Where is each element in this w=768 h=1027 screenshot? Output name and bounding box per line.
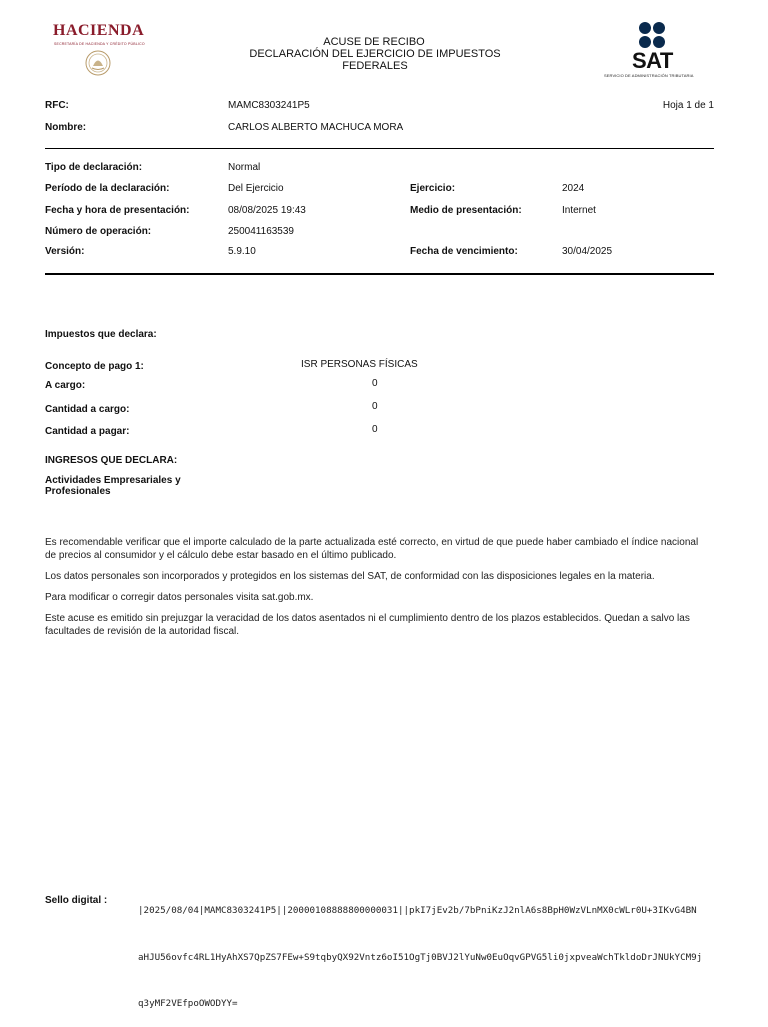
operacion-value: 250041163539 xyxy=(228,226,294,237)
medio-label: Medio de presentación: xyxy=(410,205,522,216)
rfc-value: MAMC8303241P5 xyxy=(228,100,310,111)
ejercicio-value: 2024 xyxy=(562,183,585,194)
fecha-value: 08/08/2025 19:43 xyxy=(228,205,306,216)
document-title-line1: ACUSE DE RECIBO xyxy=(323,36,425,48)
coat-of-arms-icon xyxy=(84,49,112,77)
sat-dot xyxy=(653,22,665,34)
divider xyxy=(45,148,714,149)
sat-logo-text: SAT xyxy=(632,48,673,73)
income-activity-line2: Profesionales xyxy=(45,486,111,497)
note-paragraph-3: Para modificar o corregir datos personales visita sat.gob.mx. xyxy=(45,592,314,603)
cantidad-cargo-label: Cantidad a cargo: xyxy=(45,404,130,415)
sat-dot xyxy=(639,22,651,34)
note-paragraph-2: Los datos personales son incorporados y protegidos en los sistemas del SAT, de conformidad con las disposiciones legales en la materia. xyxy=(45,571,655,582)
operacion-label: Número de operación: xyxy=(45,226,152,237)
cantidad-pagar-value: 0 xyxy=(372,424,378,435)
version-value: 5.9.10 xyxy=(228,246,256,257)
sat-dot xyxy=(639,36,651,48)
hacienda-logo-subtitle: SECRETARÍA DE HACIENDA Y CRÉDITO PÚBLICO xyxy=(54,42,145,46)
cantidad-pagar-label: Cantidad a pagar: xyxy=(45,426,130,437)
sat-logo xyxy=(600,20,704,82)
rfc-label: RFC: xyxy=(45,100,69,111)
seal-line-2: aHJU56ovfc4RL1HyAhXS7QpZS7FEw+S9tqbyQX92Vntz6oI51OgTj0BVJ2lYuNw0EuOqvGPVG5li0jxpveaWchTkldoDrJNUkYCM9j xyxy=(138,951,703,963)
periodo-value: Del Ejercicio xyxy=(228,183,284,194)
tipo-label: Tipo de declaración: xyxy=(45,162,143,173)
note-paragraph-1 xyxy=(45,536,717,562)
note-paragraph-4-line1: Este acuse es emitido sin prejuzgar la veracidad de los datos asentados ni el cumplimiento dentro de los plazos establecidos. Quedan a salvo las xyxy=(45,613,690,624)
name-label: Nombre: xyxy=(45,122,87,133)
tipo-value: Normal xyxy=(228,162,261,173)
ejercicio-label: Ejercicio: xyxy=(410,183,456,194)
version-label: Versión: xyxy=(45,246,85,257)
name-value: CARLOS ALBERTO MACHUCA MORA xyxy=(228,122,404,133)
vencimiento-label: Fecha de vencimiento: xyxy=(410,246,518,257)
medio-value: Internet xyxy=(562,205,596,216)
note-paragraph-4 xyxy=(45,612,717,638)
periodo-label: Período de la declaración: xyxy=(45,183,170,194)
income-section-label: INGRESOS QUE DECLARA: xyxy=(45,455,178,466)
concepto-label: Concepto de pago 1: xyxy=(45,361,144,372)
a-cargo-value: 0 xyxy=(372,378,378,389)
fecha-label: Fecha y hora de presentación: xyxy=(45,205,190,216)
note-paragraph-1-line1: Es recomendable verificar que el importe calculado de la parte actualizada esté correcto, en virtud de que puede haber cambiado el índice nacional xyxy=(45,537,699,548)
seal-line-3: q3yMF2VEfpoOWODYY= xyxy=(138,998,238,1009)
sat-dot xyxy=(653,36,665,48)
document-title-line2: DECLARACIÓN DEL EJERCICIO DE IMPUESTOS FEDERALES xyxy=(249,48,501,72)
taxes-section-label: Impuestos que declara: xyxy=(45,329,157,340)
hacienda-logo xyxy=(50,22,148,80)
vencimiento-value: 30/04/2025 xyxy=(562,246,613,257)
a-cargo-label: A cargo: xyxy=(45,380,86,391)
seal-label: Sello digital : xyxy=(45,895,108,906)
cantidad-cargo-value: 0 xyxy=(372,401,378,412)
note-paragraph-4-line2: facultades de revisión de la autoridad fiscal. xyxy=(45,626,240,637)
divider-thick xyxy=(45,273,714,275)
seal-line-1: |2025/08/04|MAMC8303241P5||20000108888800000031||pkI7jEv2b/7bPniKzJ2nlA6s8BpH0WzVLnMX0cWLr0U+3IKvG4BN xyxy=(138,905,697,916)
sat-logo-subtitle: SERVICIO DE ADMINISTRACIÓN TRIBUTARIA xyxy=(604,73,694,78)
page-indicator: Hoja 1 de 1 xyxy=(662,100,714,111)
concepto-value: ISR PERSONAS FÍSICAS xyxy=(301,359,418,370)
note-paragraph-1-line2: de precios al consumidor y el cálculo debe estar basado en el último publicado. xyxy=(45,550,397,561)
income-activity-line1: Actividades Empresariales y xyxy=(45,475,181,486)
seal-value xyxy=(138,872,716,1027)
hacienda-logo-text: HACIENDA xyxy=(53,22,145,39)
